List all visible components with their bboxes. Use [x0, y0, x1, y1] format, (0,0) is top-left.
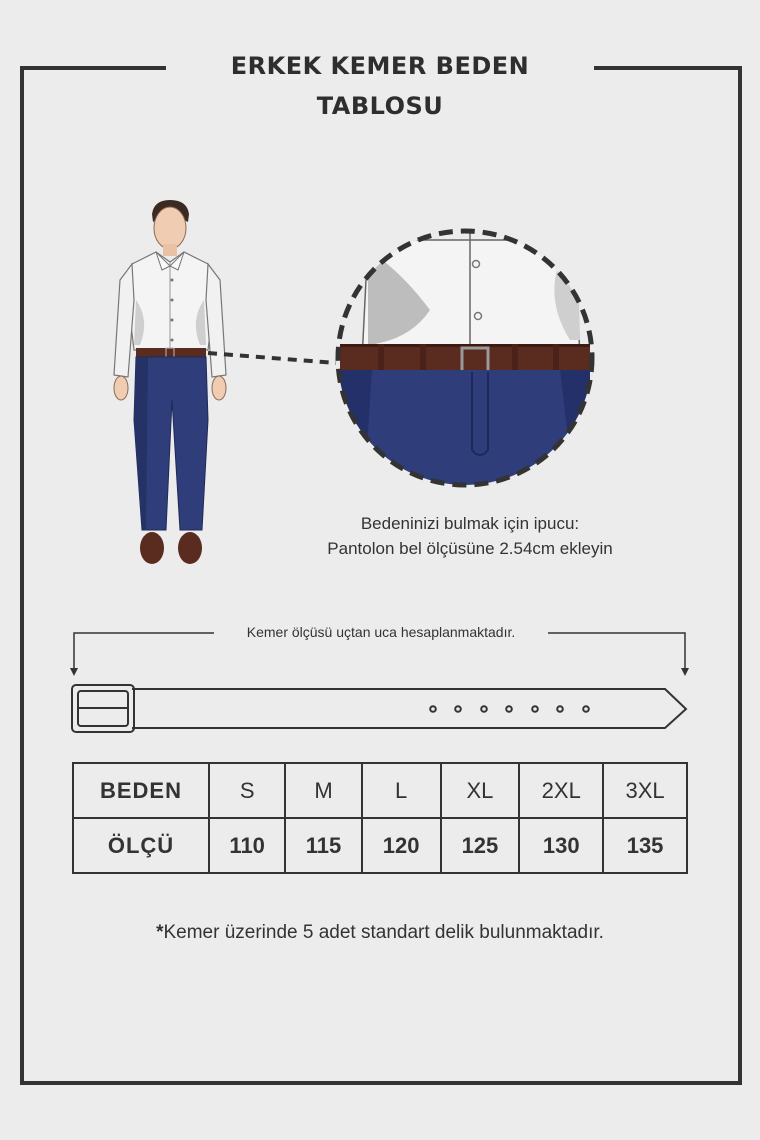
- measure-note: Kemer ölçüsü uçtan uca hesaplanmaktadır.: [214, 622, 548, 642]
- size-header-row: [73, 763, 687, 818]
- leader-line: [208, 353, 336, 363]
- value-cell: 115: [285, 818, 361, 873]
- footnote: [60, 922, 700, 944]
- size-table: [72, 762, 688, 874]
- value-cell: 120: [362, 818, 441, 873]
- footnote-star: *: [156, 922, 164, 943]
- size-cell: S: [209, 763, 285, 818]
- belt-zoom-icon: [330, 225, 600, 495]
- page-title: ERKEK KEMER BEDEN TABLOSU: [166, 46, 594, 86]
- size-cell: 3XL: [603, 763, 687, 818]
- size-cell: L: [362, 763, 441, 818]
- size-cell: XL: [441, 763, 520, 818]
- size-tip-line1: Bedeninizi bulmak için ipucu:: [360, 514, 580, 533]
- belt-diagram-icon: [72, 685, 686, 732]
- size-tip-line2: Pantolon bel ölçüsüne 2.54cm ekleyin: [327, 539, 613, 558]
- footnote-text: Kemer üzerinde 5 adet standart delik bulunmaktadır.: [163, 922, 604, 943]
- size-cell: M: [285, 763, 361, 818]
- man-figure-icon: [114, 200, 226, 564]
- size-header-label: BEDEN: [73, 763, 209, 818]
- value-cell: 135: [603, 818, 687, 873]
- value-cell: 110: [209, 818, 285, 873]
- value-cell: 130: [519, 818, 603, 873]
- size-cell: 2XL: [519, 763, 603, 818]
- size-value-label: ÖLÇÜ: [73, 818, 209, 873]
- size-tip: [300, 511, 640, 561]
- size-value-row: [73, 818, 687, 873]
- value-cell: 125: [441, 818, 520, 873]
